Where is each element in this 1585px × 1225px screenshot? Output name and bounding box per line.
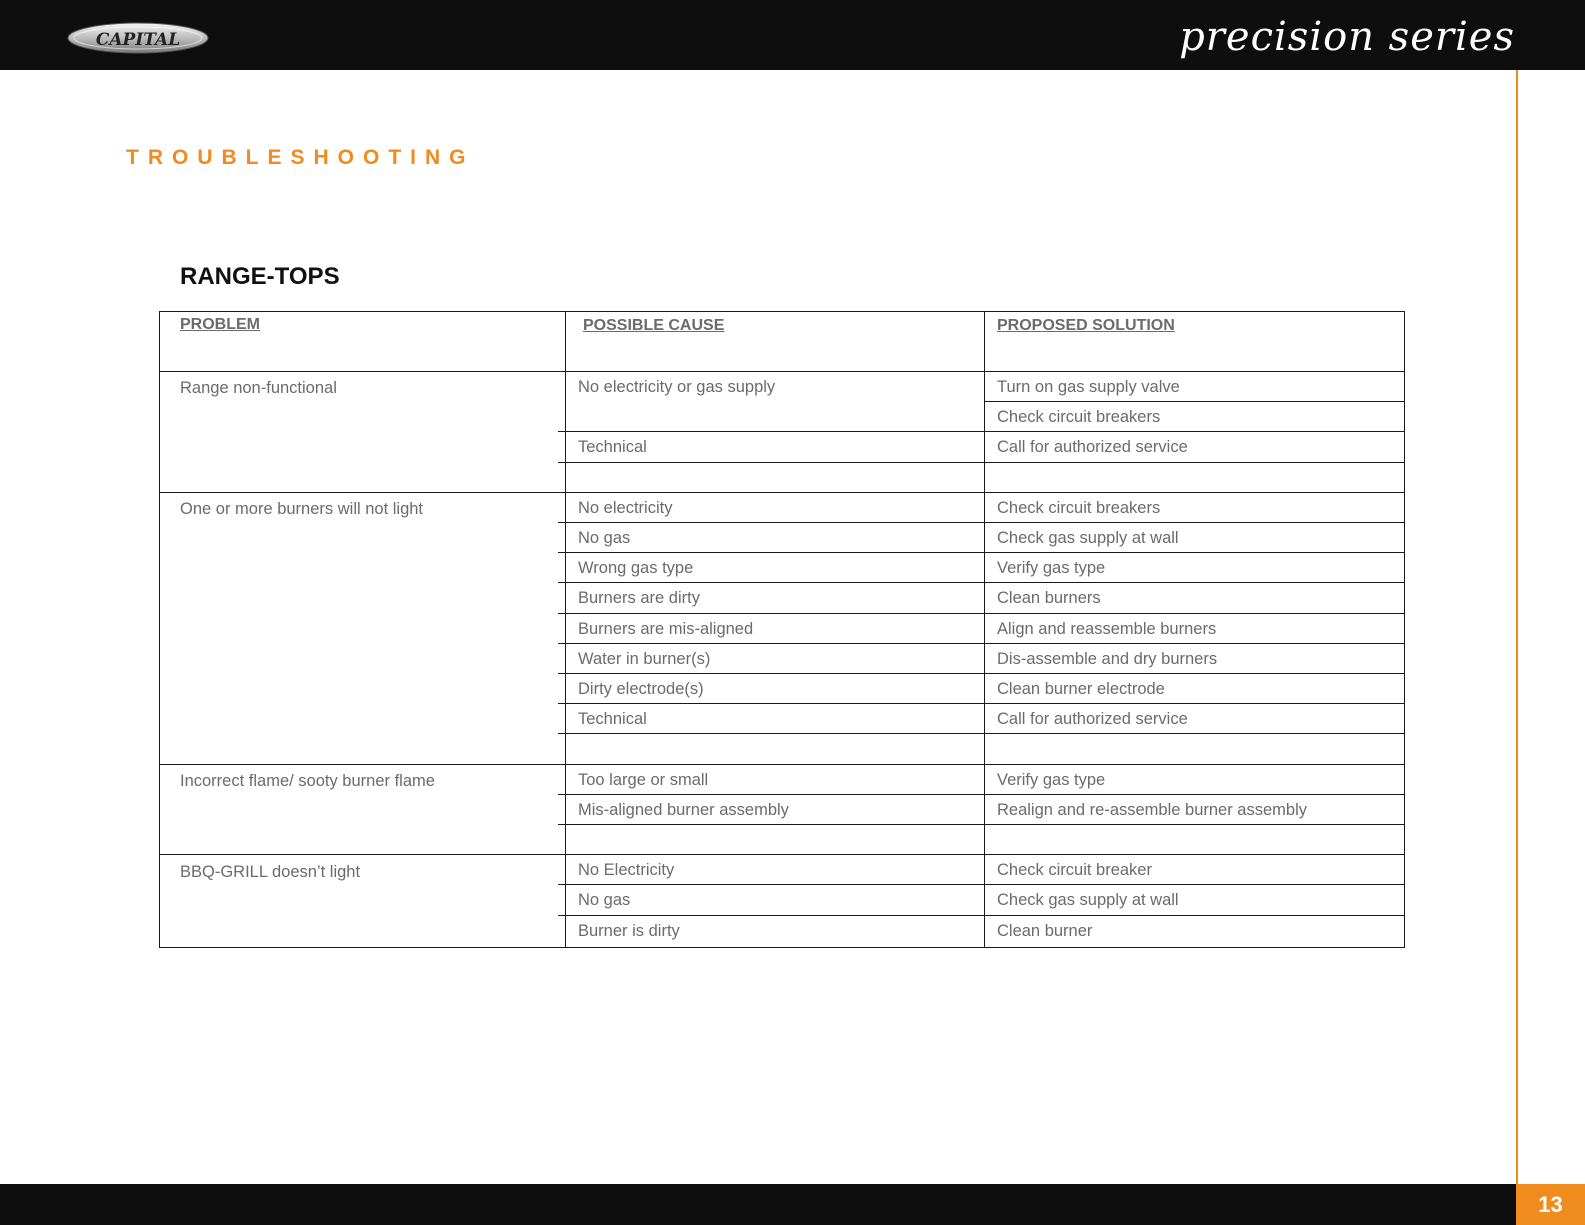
row-divider — [558, 673, 1404, 674]
problem-cell: Range non-functional — [180, 379, 337, 397]
capital-logo — [67, 21, 209, 55]
page-number: 13 — [1516, 1184, 1585, 1225]
row-divider — [558, 522, 1404, 523]
row-divider — [558, 703, 1404, 704]
cause-cell: Mis-aligned burner assembly — [578, 801, 789, 819]
solution-cell: Check gas supply at wall — [997, 529, 1179, 547]
row-divider — [558, 884, 1404, 885]
solution-cell: Check circuit breakers — [997, 499, 1161, 517]
cause-cell: Burners are mis-aligned — [578, 620, 754, 638]
solution-cell: Clean burner — [997, 922, 1093, 940]
row-divider — [558, 462, 1404, 463]
row-divider — [558, 643, 1404, 644]
row-divider — [984, 401, 1404, 402]
cause-cell: Dirty electrode(s) — [578, 680, 704, 698]
troubleshooting-table — [159, 311, 1405, 948]
solution-cell: Clean burner electrode — [997, 680, 1165, 698]
row-divider — [160, 492, 1404, 493]
solution-cell: Check circuit breaker — [997, 861, 1152, 879]
solution-cell: Align and reassemble burners — [997, 620, 1217, 638]
header-bar — [0, 0, 1585, 70]
row-divider — [558, 794, 1404, 795]
header-possible-cause: POSSIBLE CAUSE — [583, 317, 725, 334]
row-divider — [558, 552, 1404, 553]
problem-cell: One or more burners will not light — [180, 500, 424, 518]
cause-cell: Technical — [578, 710, 647, 728]
brand-logo-text: CAPITAL — [95, 30, 181, 50]
solution-cell: Verify gas type — [997, 771, 1106, 789]
row-divider — [558, 733, 1404, 734]
cause-cell: No electricity or gas supply — [578, 378, 776, 396]
cause-cell: No electricity — [578, 499, 673, 517]
cause-cell: Burner is dirty — [578, 922, 680, 940]
header-proposed-solution: PROPOSED SOLUTION — [997, 317, 1175, 334]
section-title: TROUBLESHOOTING — [126, 146, 475, 169]
solution-cell: Turn on gas supply valve — [997, 378, 1180, 396]
column-divider — [565, 312, 566, 947]
subtitle: RANGE-TOPS — [180, 263, 340, 290]
header-problem: PROBLEM — [180, 316, 260, 333]
series-title: precision series — [1179, 14, 1515, 60]
row-divider — [160, 371, 1404, 372]
solution-cell: Verify gas type — [997, 559, 1106, 577]
column-divider — [984, 312, 985, 947]
row-divider — [558, 824, 1404, 825]
cause-cell: Technical — [578, 438, 647, 456]
solution-cell: Check circuit breakers — [997, 408, 1161, 426]
solution-cell: Call for authorized service — [997, 438, 1188, 456]
cause-cell: Burners are dirty — [578, 589, 700, 607]
solution-cell: Check gas supply at wall — [997, 891, 1179, 909]
solution-cell: Dis-assemble and dry burners — [997, 650, 1218, 668]
cause-cell: Wrong gas type — [578, 559, 694, 577]
problem-cell: Incorrect flame/ sooty burner flame — [180, 772, 435, 790]
cause-cell: No gas — [578, 529, 631, 547]
cause-cell: Too large or small — [578, 771, 709, 789]
row-divider — [160, 764, 1404, 765]
footer-bar — [0, 1184, 1585, 1225]
cause-cell: Water in burner(s) — [578, 650, 711, 668]
solution-cell: Realign and re-assemble burner assembly — [997, 801, 1307, 819]
row-divider — [160, 854, 1404, 855]
cause-cell: No gas — [578, 891, 631, 909]
cause-cell: No Electricity — [578, 861, 675, 879]
solution-cell: Clean burners — [997, 589, 1101, 607]
row-divider — [558, 613, 1404, 614]
row-divider — [558, 431, 1404, 432]
row-divider — [558, 915, 1404, 916]
row-divider — [558, 582, 1404, 583]
solution-cell: Call for authorized service — [997, 710, 1188, 728]
orange-rule — [1516, 70, 1518, 1184]
problem-cell: BBQ-GRILL doesn’t light — [180, 863, 361, 881]
